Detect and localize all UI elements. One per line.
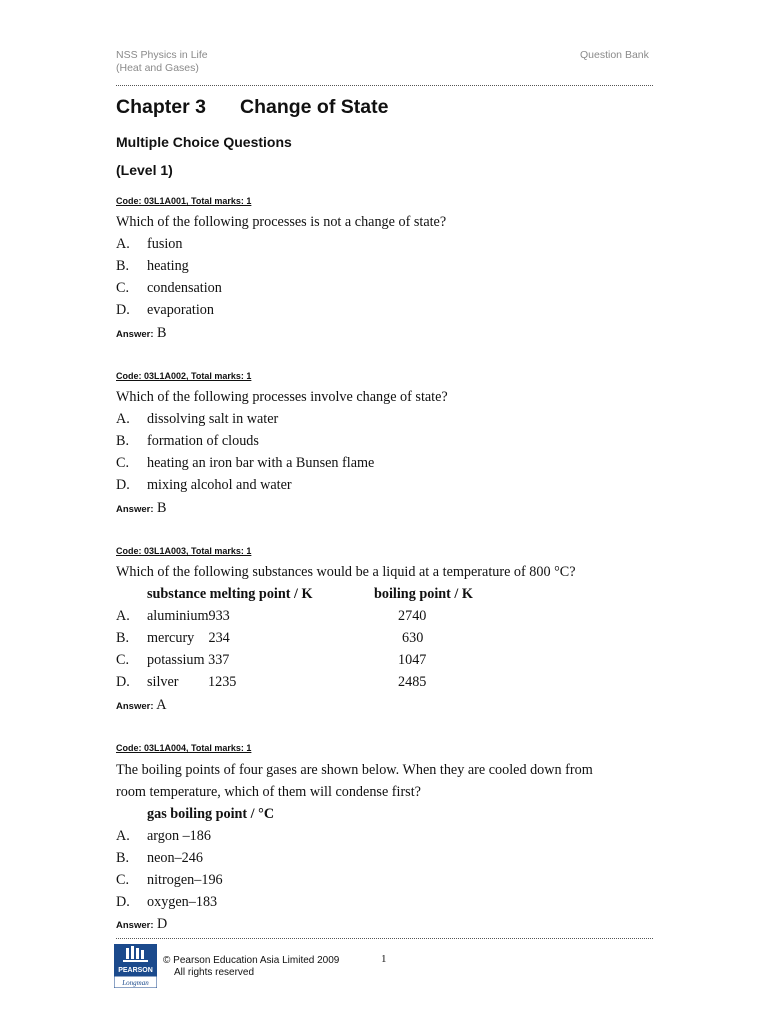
footer-divider	[116, 938, 653, 939]
header-divider	[116, 85, 653, 86]
option-a	[116, 236, 182, 253]
melting-point: 933	[208, 608, 230, 624]
boiling-point: 2740	[398, 608, 427, 624]
answer-value: B	[157, 500, 167, 516]
series-title: Question Bank	[580, 49, 649, 61]
level-heading: (Level 1)	[116, 162, 173, 178]
running-header-left	[116, 49, 208, 75]
answer-label: Answer:	[116, 504, 154, 515]
substance-name: aluminium	[147, 608, 209, 624]
answer-label: Answer:	[116, 701, 154, 712]
answer-value: D	[157, 916, 168, 932]
table-header-boiling: boiling point / K	[374, 586, 473, 602]
option-d	[116, 302, 214, 319]
melting-point: 337	[208, 652, 230, 668]
option-d	[116, 477, 292, 494]
option-a	[116, 411, 278, 428]
answer-line	[116, 697, 167, 714]
answer-value: B	[157, 325, 167, 341]
answer-line	[116, 500, 167, 517]
option-b	[116, 258, 189, 275]
option-d	[116, 894, 217, 911]
question-text: Which of the following substances would be a liquid at a temperature of 800 °C?	[116, 564, 576, 580]
answer-value: A	[156, 697, 167, 713]
chapter-number: Chapter 3	[116, 96, 206, 118]
option-text: dissolving salt in water	[147, 411, 279, 427]
option-text: argon –186	[147, 828, 211, 844]
table-header-gas: gas boiling point / °C	[147, 806, 275, 822]
option-letter: D.	[116, 477, 130, 493]
option-b	[116, 850, 203, 867]
option-letter: B.	[116, 258, 130, 274]
book-subtitle: (Heat and Gases)	[116, 62, 199, 74]
boiling-point: 1047	[398, 652, 427, 668]
option-text: heating an iron bar with a Bunsen flame	[147, 455, 375, 471]
boiling-point: 2485	[398, 674, 427, 690]
page-number: 1	[381, 953, 387, 965]
option-letter: B.	[116, 433, 130, 449]
pearson-logo	[114, 944, 157, 988]
question-code: Code: 03L1A003, Total marks: 1	[116, 546, 252, 556]
option-letter: C.	[116, 280, 130, 296]
option-letter: D.	[116, 302, 130, 318]
footer-copyright-block	[163, 955, 339, 979]
option-letter: A.	[116, 411, 130, 427]
question-code: Code: 03L1A001, Total marks: 1	[116, 196, 252, 206]
answer-label: Answer:	[116, 920, 154, 931]
question-code: Code: 03L1A004, Total marks: 1	[116, 743, 252, 753]
option-b	[116, 433, 259, 450]
option-text: evaporation	[147, 302, 214, 318]
option-b	[116, 630, 424, 647]
option-letter: A.	[116, 236, 130, 252]
option-c	[116, 280, 222, 297]
table-header-substance-melting: substance melting point / K	[147, 586, 313, 602]
option-text: heating	[147, 258, 189, 274]
question-text-line-1: The boiling points of four gases are shown below. When they are cooled down from	[116, 762, 593, 778]
option-c	[116, 455, 374, 472]
option-text: mixing alcohol and water	[147, 477, 292, 493]
question-code: Code: 03L1A002, Total marks: 1	[116, 371, 252, 381]
answer-line	[116, 916, 167, 933]
answer-label: Answer:	[116, 329, 154, 340]
option-letter: A.	[116, 608, 130, 624]
option-letter: C.	[116, 872, 130, 888]
substance-name: mercury	[147, 630, 195, 646]
option-text: oxygen–183	[147, 894, 218, 910]
chapter-heading	[116, 96, 388, 119]
option-letter: D.	[116, 894, 130, 910]
rights-text: All rights reserved	[174, 967, 255, 978]
option-a	[116, 608, 427, 625]
question-text: Which of the following processes is not a change of state?	[116, 214, 447, 230]
answer-line	[116, 325, 167, 342]
option-letter: B.	[116, 630, 130, 646]
melting-point: 1235	[208, 674, 237, 690]
option-text: nitrogen–196	[147, 872, 223, 888]
option-a	[116, 828, 211, 845]
book-title: NSS Physics in Life	[116, 49, 208, 61]
logo-subtext: Longman	[122, 979, 149, 987]
copyright-text: © Pearson Education Asia Limited 2009	[163, 955, 340, 966]
substance-name: potassium	[147, 652, 205, 668]
option-d	[116, 674, 427, 691]
option-c	[116, 652, 427, 669]
chapter-title: Change of State	[240, 96, 389, 118]
question-text-line-2: room temperature, which of them will condense first?	[116, 784, 421, 800]
option-letter: D.	[116, 674, 130, 690]
option-text: neon–246	[147, 850, 203, 866]
boiling-point: 630	[402, 630, 424, 646]
option-letter: A.	[116, 828, 130, 844]
option-text: fusion	[147, 236, 183, 252]
melting-point: 234	[208, 630, 230, 646]
option-letter: B.	[116, 850, 130, 866]
option-letter: C.	[116, 652, 130, 668]
substance-name: silver	[147, 674, 179, 690]
option-letter: C.	[116, 455, 130, 471]
option-text: condensation	[147, 280, 222, 296]
logo-wordmark: PEARSON	[118, 967, 153, 974]
question-text: Which of the following processes involve change of state?	[116, 389, 448, 405]
option-c	[116, 872, 223, 889]
option-text: formation of clouds	[147, 433, 259, 449]
section-title: Multiple Choice Questions	[116, 134, 292, 150]
